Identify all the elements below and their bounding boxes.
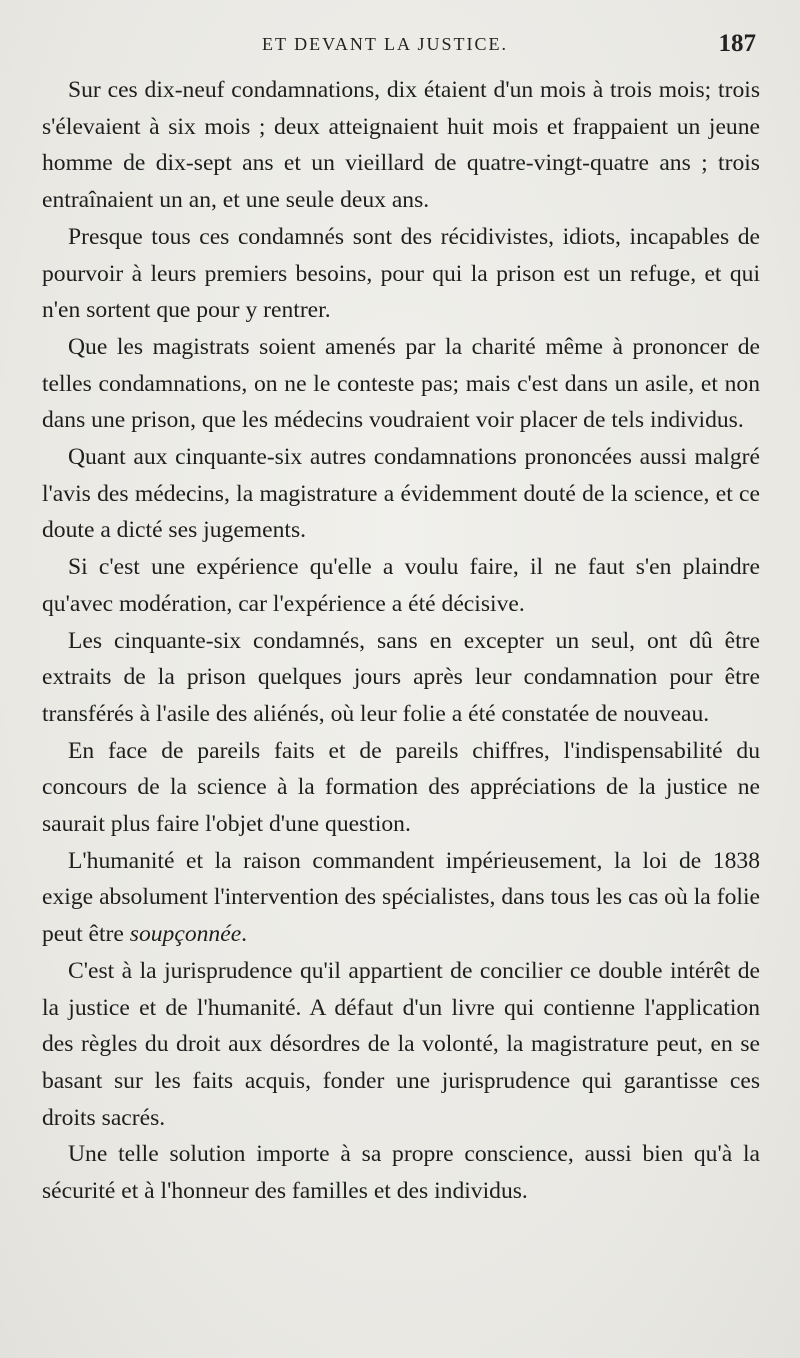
paragraph: Que les magistrats soient amenés par la charité même à prononcer de telles condamnations, on ne le conteste pas; mais c'est dans un asile, et non dans une prison, que les médecins voudraient voir placer de tels individus.	[42, 333, 760, 434]
emphasized-word: soupçonnée	[129, 921, 242, 948]
page-number: 187	[718, 30, 756, 57]
page-body	[42, 72, 760, 1210]
page-header	[42, 30, 760, 68]
paragraph-humanite	[42, 843, 760, 953]
paragraph: En face de pareils faits et de pareils chiffres, l'indispensabilité du concours de la science à la formation des appréciations de la justice ne saurait plus faire l'objet d'une question.	[42, 737, 760, 838]
paragraph: Une telle solution importe à sa propre conscience, aussi bien qu'à la sécurité et à l'honneur des familles et des individus.	[42, 1141, 760, 1205]
paragraph: Quant aux cinquante-six autres condamnations prononcées aussi malgré l'avis des médecins, la magistrature a évidemment douté de la science, et ce doute a dicté ses jugements.	[42, 444, 760, 544]
paragraph: Les cinquante-six condamnés, sans en excepter un seul, ont dû être extraits de la prison quelques jours après leur condamnation pour être transférés à l'asile des aliénés, où leur folie a été constatée de nouveau.	[42, 627, 760, 727]
running-head: ET DEVANT LA JUSTICE.	[262, 34, 509, 54]
paragraph-text-end: .	[241, 921, 248, 948]
paragraph: Si c'est une expérience qu'elle a voulu faire, il ne faut s'en plaindre qu'avec modération, car l'expérience a été décisive.	[42, 554, 760, 617]
paragraph: C'est à la jurisprudence qu'il appartient de concilier ce double intérêt de la justice et de l'humanité. A défaut d'un livre qui contienne l'application des règles du droit aux désordres de la volonté, la magistrature peut, en se basant sur les faits acquis, fonder une jurisprudence qui garantisse ces droits sacrés.	[42, 957, 760, 1131]
paragraph-text: L'humanité et la raison commandent impérieusement, la loi de 1838 exige absolument l'intervention des spécialistes, dans tous les cas où la folie peut être	[42, 847, 760, 948]
paragraph: Presque tous ces condamnés sont des récidivistes, idiots, incapables de pourvoir à leurs premiers besoins, pour qui la prison est un refuge, et qui n'en sortent que pour y rentrer.	[42, 223, 760, 324]
paragraph: Sur ces dix-neuf condamnations, dix étaient d'un mois à trois mois; trois s'élevaient à six mois ; deux atteignaient huit mois et frappaient un jeune homme de dix-sept ans et un vieillard de quatre-vingt-quatre ans ; trois entraînaient un an, et une seule deux ans.	[42, 77, 760, 214]
